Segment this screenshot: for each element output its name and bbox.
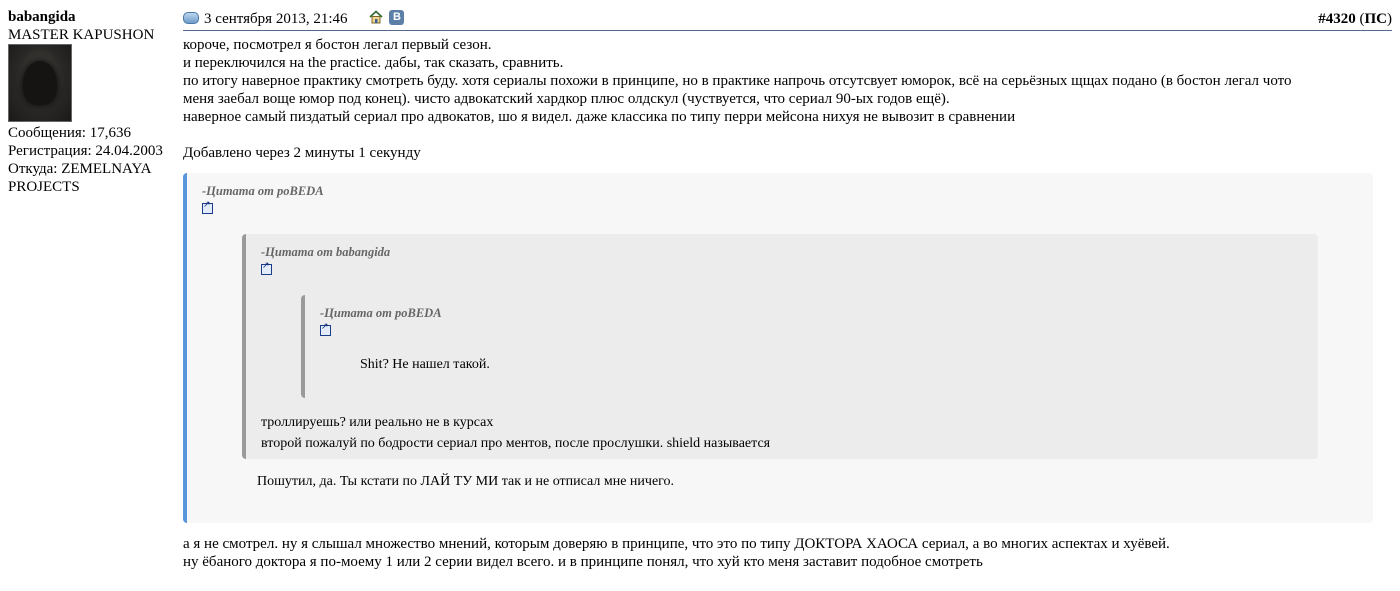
quote-middle-line: троллируешь? или реально не в курсах xyxy=(261,415,494,430)
post-date: 3 сентября 2013, 21:46 xyxy=(204,11,348,27)
quote-outer xyxy=(183,173,1373,523)
author-registration: Регистрация: 24.04.2003 xyxy=(8,143,163,159)
post-number xyxy=(1318,10,1392,28)
post-pc-label-text: ПС xyxy=(1364,11,1387,27)
post-continuation xyxy=(183,535,1392,571)
quote-title: -Цитата от babangida xyxy=(261,245,391,259)
post-line: и переключился на the practice. дабы, так сказать, сравнить. xyxy=(183,55,564,71)
post-icon xyxy=(183,12,199,24)
quote-link-icon[interactable] xyxy=(202,203,213,214)
author-username[interactable]: babangida xyxy=(8,9,76,25)
spacer xyxy=(183,126,1392,144)
post-line: ну ёбаного доктора я по-моему 1 или 2 серии видел всего. и в принципе понял, что хуй кто меня заставит подобное смотреть xyxy=(183,554,983,570)
quote-middle-line: второй пожалуй по бодрости сериал про ментов, после прослушки. shield называется xyxy=(261,436,771,451)
quote-middle xyxy=(242,234,1318,459)
avatar[interactable] xyxy=(8,44,72,122)
quote-middle-text xyxy=(261,398,1318,454)
quote-title: -Цитата от poBEDA xyxy=(320,306,442,320)
author-location-line1: Откуда: ZEMELNAYA xyxy=(8,161,152,177)
post-line: а я не смотрел. ну я слышал множество мнений, которым доверяю в принципе, что это по типу ДОКТОРА ХАОСА сериал, а во многих аспектах и хуёвей. xyxy=(183,536,1170,552)
post-line: меня заебал воще юмор под конец). чисто адвокатский хардкор плюс олдскул (чуствуется, что сериал 90-ых годов ещё). xyxy=(183,91,950,107)
author-rank: MASTER KAPUSHON xyxy=(8,27,155,43)
vk-share-icon[interactable]: В xyxy=(389,10,404,25)
quote-title: -Цитата от poBEDA xyxy=(202,184,324,198)
post-header xyxy=(183,8,1392,31)
post-line: наверное самый пиздатый сериал про адвокатов, шо я видел. даже классика по типу перри мейсона нихуя не вывозит в сравнении xyxy=(183,109,1016,125)
added-later-note: Добавлено через 2 минуты 1 секунду xyxy=(183,145,421,161)
post xyxy=(183,8,1392,571)
quote-inner xyxy=(301,295,1341,398)
author-panel xyxy=(8,8,178,196)
quote-outer-text: Пошутил, да. Ты кстати по ЛАЙ ТУ МИ так и не отписал мне ничего. xyxy=(257,474,675,489)
post-body xyxy=(183,31,1392,162)
post-line: короче, посмотрел я бостон легал первый сезон. xyxy=(183,37,492,53)
author-location xyxy=(8,160,178,196)
post-pc-link[interactable]: (ПС) xyxy=(1359,11,1392,27)
author-location-line2: PROJECTS xyxy=(8,179,80,195)
quote-link-icon[interactable] xyxy=(261,264,272,275)
quote-inner-text: Shit? Не нашел такой. xyxy=(360,357,490,372)
home-icon[interactable] xyxy=(369,10,383,24)
post-number-link[interactable]: #4320 xyxy=(1318,11,1356,27)
author-posts-count: Сообщения: 17,636 xyxy=(8,125,131,141)
quote-link-icon[interactable] xyxy=(320,325,331,336)
post-line: по итогу наверное практику смотреть буду. хотя сериалы похожи в принципе, но в практике напрочь отсутсвует юморок, всё на серьёзных щщах подано (в бостон легал чото xyxy=(183,73,1292,89)
